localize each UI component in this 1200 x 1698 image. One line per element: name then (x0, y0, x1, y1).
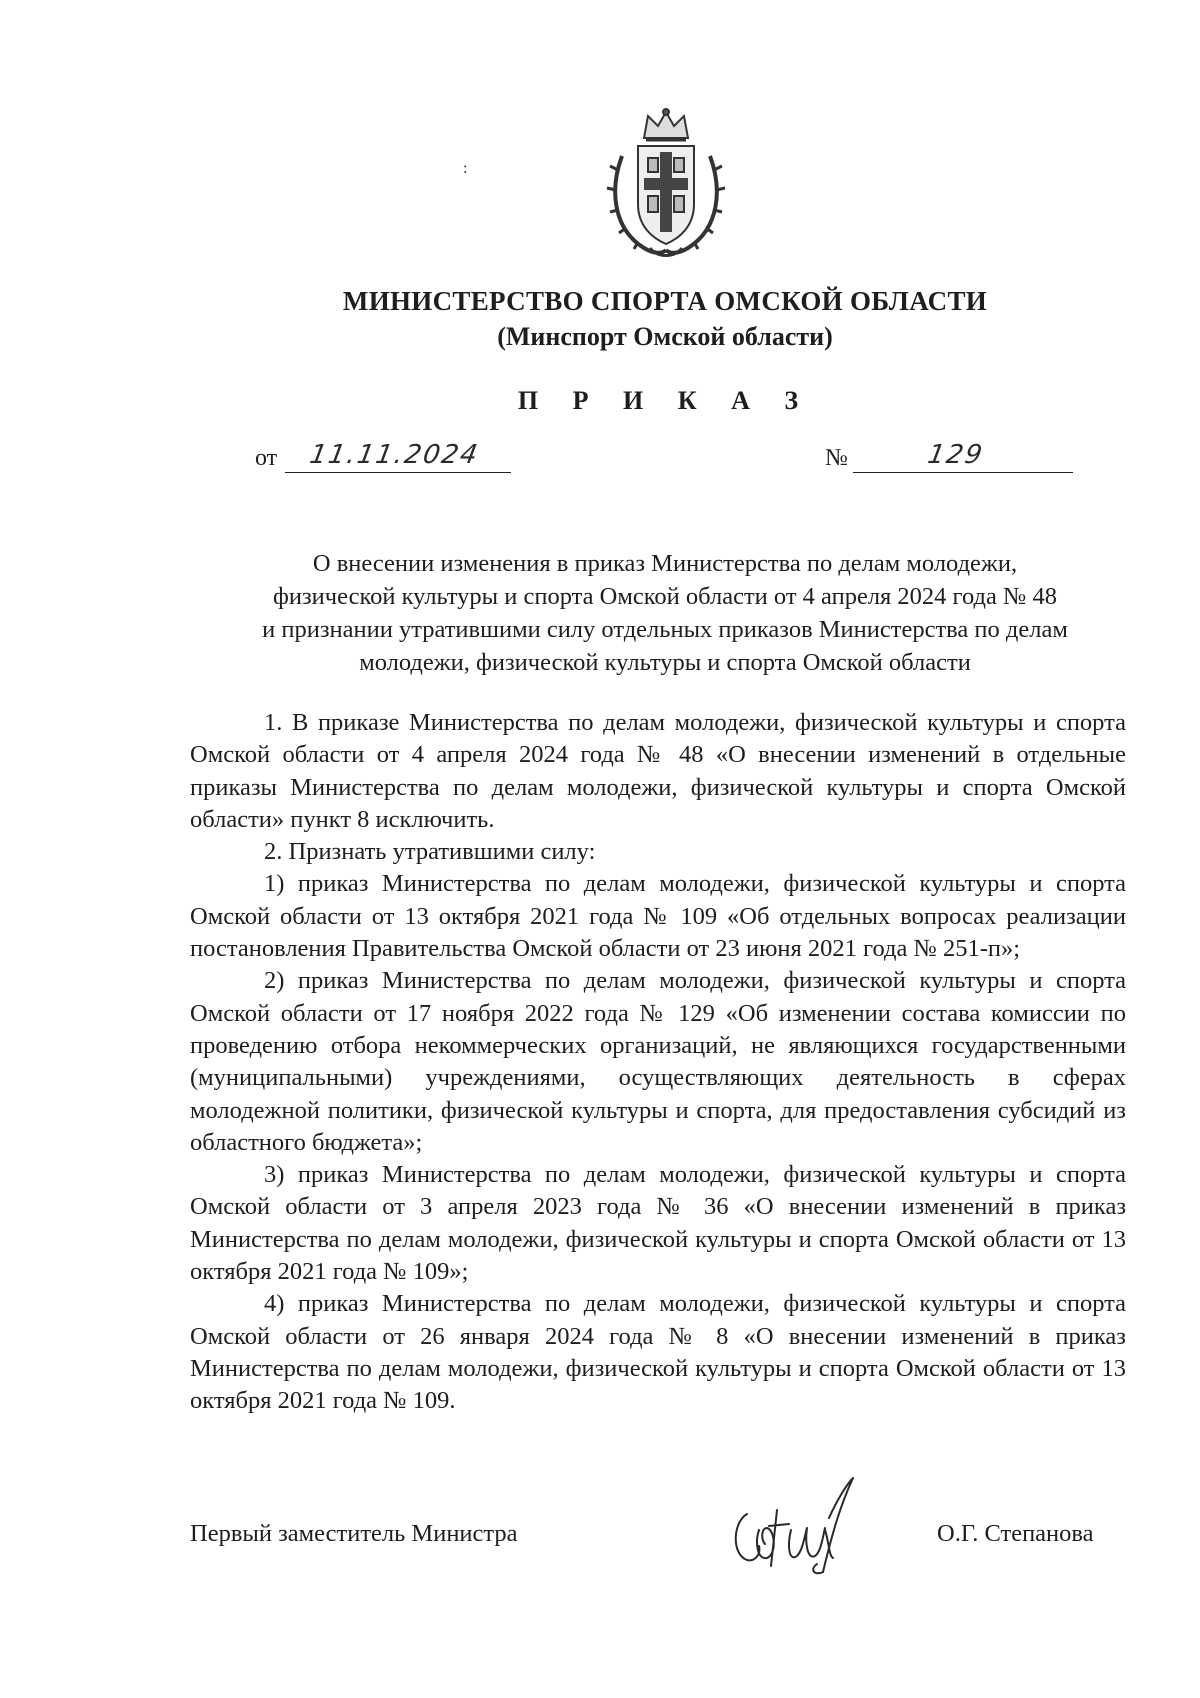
document-type-title: П Р И К А З (517, 386, 813, 415)
number-label: № (825, 445, 848, 471)
signatory-name: О.Г. Степанова (937, 1520, 1094, 1547)
body-paragraph: 1) приказ Министерства по делам молодежи, физической культуры и спорта Омской области от 13 октября 2021 года № 109 «Об отдельных вопросах реализации постановления Правительства Омской области от 23 июня 2021 года № 251-п»; (190, 870, 1126, 963)
coat-of-arms-icon (604, 108, 728, 260)
ministry-short-name: (Минспорт Омской области) (497, 322, 833, 351)
signatory-position: Первый заместитель Министра (190, 1520, 518, 1547)
date-label: от (255, 445, 278, 471)
order-subject (190, 547, 1140, 679)
ministry-name: МИНИСТЕРСТВО СПОРТА ОМСКОЙ ОБЛАСТИ (342, 286, 988, 316)
subject-line: и признании утратившими силу отдельных приказов Министерства по делам (262, 616, 1068, 643)
number-underline (853, 472, 1073, 473)
body-paragraph: 1. В приказе Министерства по делам молодежи, физической культуры и спорта Омской области от 4 апреля 2024 года № 48 «О внесении изменений в отдельные приказы Министерства по делам молодежи, физической культуры и спорта Омской области» пункт 8 исключить. (190, 709, 1126, 833)
handwritten-date: 11.11.2024 (307, 440, 482, 470)
body-paragraph: 4) приказ Министерства по делам молодежи, физической культуры и спорта Омской области от 26 января 2024 года № 8 «О внесении изменений в приказ Министерства по делам молодежи, физической культуры и спорта Омской области от 13 октября 2021 года № 109. (190, 1290, 1126, 1415)
subject-line: физической культуры и спорта Омской области от 4 апреля 2024 года № 48 (272, 583, 1058, 610)
subject-line: О внесении изменения в приказ Министерства по делам молодежи, (312, 550, 1018, 577)
body-paragraph: 2) приказ Министерства по делам молодежи, физической культуры и спорта Омской области от 17 ноября 2022 года № 129 «Об изменении состава комиссии по проведению отбора некоммерческих организаций, не являющихся государственными (муниципальными) учреждениями, осуществляющих деятельность в сферах молодежной политики, физической культуры и спорта, для предоставления субсидий из областного бюджета»; (190, 967, 1126, 1156)
body-paragraph: 2. Признать утратившими силу: (264, 838, 596, 866)
order-body (190, 707, 1126, 1418)
handwritten-number: 129 (925, 440, 987, 470)
handwritten-signature (725, 1470, 860, 1580)
date-underline (285, 472, 511, 473)
subject-line: молодежи, физической культуры и спорта Омской области (359, 649, 971, 676)
body-paragraph: 3) приказ Министерства по делам молодежи, физической культуры и спорта Омской области от 3 апреля 2023 года № 36 «О внесении изменений в приказ Министерства по делам молодежи, физической культуры и спорта Омской области от 13 октября 2021 года № 109»; (190, 1161, 1126, 1286)
scan-speck: : (463, 160, 468, 177)
